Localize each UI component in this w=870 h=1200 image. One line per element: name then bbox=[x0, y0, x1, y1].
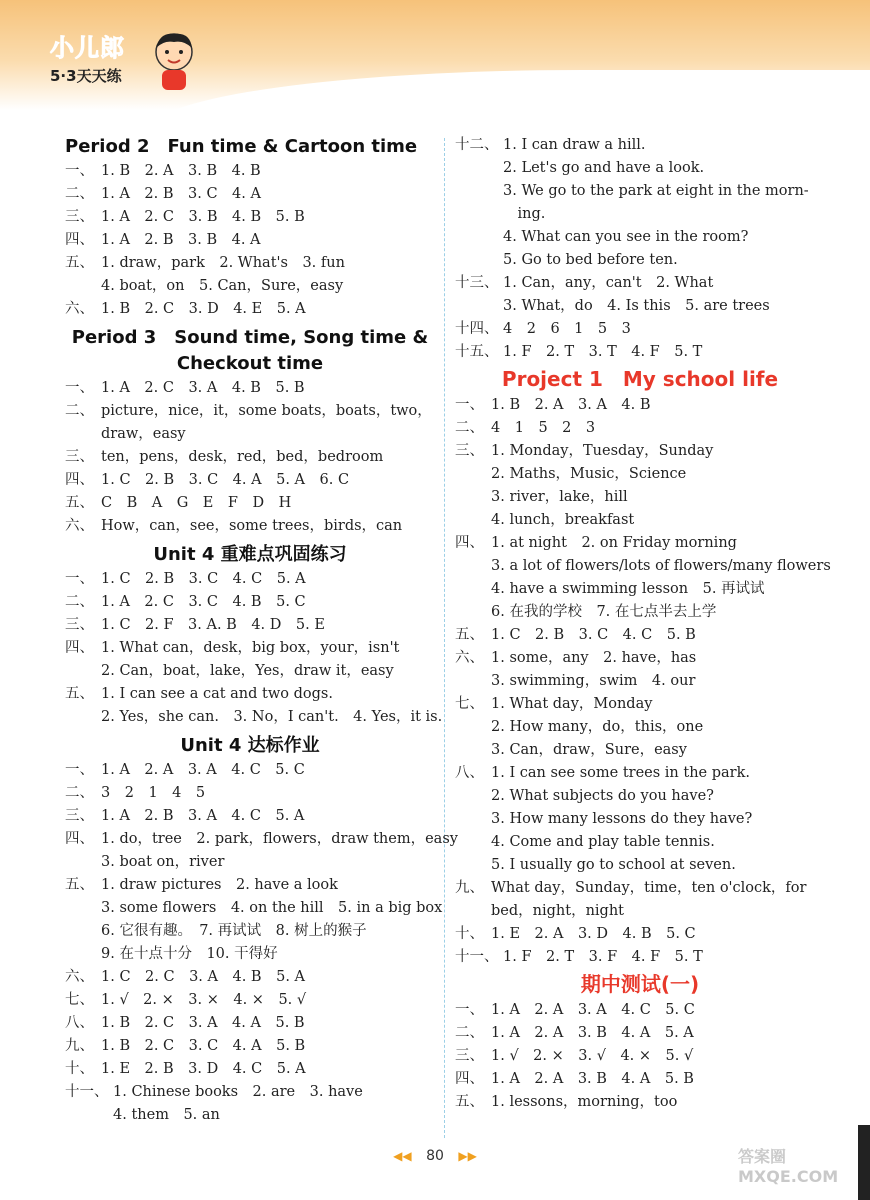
answer-line bbox=[455, 295, 825, 318]
answer-line bbox=[455, 808, 825, 831]
answer-text: 1. I can see a cat and two dogs. bbox=[101, 686, 333, 702]
answer-text: 2. Can，boat，lake，Yes，draw it，easy bbox=[101, 663, 394, 679]
question-number: 一、 bbox=[65, 163, 94, 179]
answer-line bbox=[455, 624, 825, 647]
answer-line bbox=[455, 854, 825, 877]
answer-line bbox=[455, 831, 825, 854]
answer-text: What day，Sunday，time，ten o'clock，for bbox=[491, 880, 807, 896]
answer-text: 4 2 6 1 5 3 bbox=[503, 321, 631, 337]
answer-text: 1. What can，desk，big box，your，isn't bbox=[101, 640, 400, 656]
question-number: 二、 bbox=[455, 420, 484, 436]
answer-text: ten，pens，desk，red，bed，bedroom bbox=[101, 449, 384, 465]
question-number: 九、 bbox=[65, 1038, 94, 1054]
question-number: 九、 bbox=[455, 880, 484, 896]
answer-text: 3. some flowers 4. on the hill 5. in a big box bbox=[101, 900, 443, 916]
answer-line bbox=[65, 759, 435, 782]
answer-line bbox=[65, 1012, 435, 1035]
answer-line bbox=[455, 785, 825, 808]
answer-text: 3. boat on，river bbox=[101, 854, 225, 870]
answer-text: 1. A 2. C 3. C 4. B 5. C bbox=[101, 594, 306, 610]
question-number: 一、 bbox=[65, 380, 94, 396]
question-number: 八、 bbox=[455, 765, 484, 781]
answer-text: 1. E 2. B 3. D 4. C 5. A bbox=[101, 1061, 306, 1077]
answer-line bbox=[455, 1091, 825, 1114]
answer-text: C B A G E F D H bbox=[101, 495, 292, 511]
question-number: 七、 bbox=[65, 992, 94, 1008]
answer-text: 1. B 2. C 3. A 4. A 5. B bbox=[101, 1015, 305, 1031]
left-answer-column bbox=[65, 134, 458, 1127]
answer-text: 1. A 2. C 3. A 4. B 5. B bbox=[101, 380, 305, 396]
question-number: 十一、 bbox=[455, 949, 499, 965]
question-number: 二、 bbox=[455, 1025, 484, 1041]
answer-line bbox=[455, 272, 825, 295]
answer-text: 1. Chinese books 2. are 3. have bbox=[113, 1084, 363, 1100]
question-number: 三、 bbox=[65, 209, 94, 225]
answer-text: 1. A 2. A 3. B 4. A 5. A bbox=[491, 1025, 694, 1041]
answer-text: 4. What can you see in the room? bbox=[503, 229, 749, 245]
watermark-logo bbox=[730, 1130, 870, 1200]
section-heading-red: Project 1 My school life bbox=[501, 367, 779, 391]
question-number: 二、 bbox=[65, 594, 94, 610]
answer-text: 9. 在十点十分 10. 干得好 bbox=[101, 946, 278, 962]
answer-line bbox=[455, 226, 825, 249]
answer-line bbox=[65, 828, 458, 851]
banner-wave bbox=[150, 70, 870, 130]
brand-logo bbox=[50, 28, 125, 86]
answer-text: 1. E 2. A 3. D 4. B 5. C bbox=[491, 926, 696, 942]
answer-line bbox=[455, 999, 825, 1022]
answer-text: bed，night，night bbox=[491, 903, 624, 919]
answer-text: 1. I can see some trees in the park. bbox=[491, 765, 750, 781]
question-number: 十四、 bbox=[455, 321, 499, 337]
answer-text: 2. Maths，Music，Science bbox=[491, 466, 687, 482]
question-number: 一、 bbox=[455, 397, 484, 413]
answer-text: 1. F 2. T 3. F 4. F 5. T bbox=[503, 949, 703, 965]
answer-line bbox=[65, 591, 435, 614]
section-heading: Unit 4 达标作业 bbox=[180, 735, 320, 756]
question-number: 六、 bbox=[65, 518, 94, 534]
page-number: 80 bbox=[426, 1148, 444, 1164]
question-number: 八、 bbox=[65, 1015, 94, 1031]
question-number: 四、 bbox=[65, 831, 94, 847]
answer-text: 1. do，tree 2. park，flowers，draw them，easy bbox=[101, 831, 458, 847]
answer-text: 1. A 2. A 3. A 4. C 5. C bbox=[101, 762, 305, 778]
answer-line bbox=[455, 341, 825, 364]
answer-line bbox=[65, 782, 435, 805]
answer-text: 1. I can draw a hill. bbox=[503, 137, 646, 153]
answer-text: 3. How many lessons do they have? bbox=[491, 811, 753, 827]
answer-line bbox=[65, 920, 435, 943]
answer-text: 1. C 2. F 3. A. B 4. D 5. E bbox=[101, 617, 325, 633]
answer-text: 1. B 2. A 3. B 4. B bbox=[101, 163, 261, 179]
answer-line bbox=[65, 183, 435, 206]
question-number: 五、 bbox=[65, 495, 94, 511]
question-number: 一、 bbox=[65, 762, 94, 778]
question-number: 三、 bbox=[65, 617, 94, 633]
answer-line bbox=[455, 509, 825, 532]
answer-line bbox=[65, 446, 435, 469]
question-number: 四、 bbox=[455, 1071, 484, 1087]
answer-line bbox=[455, 693, 825, 716]
answer-line bbox=[65, 614, 435, 637]
answer-text: 5. I usually go to school at seven. bbox=[491, 857, 736, 873]
answer-text: 1. Can，any，can't 2. What bbox=[503, 275, 714, 291]
column-divider bbox=[444, 138, 445, 1138]
question-number: 一、 bbox=[65, 571, 94, 587]
answer-line bbox=[65, 1035, 435, 1058]
answer-line bbox=[455, 601, 825, 624]
brand-name: 小儿郎 bbox=[50, 34, 125, 62]
answer-text: 5. Go to bed before ten. bbox=[503, 252, 678, 268]
answer-line bbox=[455, 249, 825, 272]
answer-text: 1. √ 2. × 3. × 4. × 5. √ bbox=[101, 992, 307, 1008]
answer-text: 3. river，lake，hill bbox=[491, 489, 628, 505]
answer-line bbox=[65, 298, 435, 321]
right-answer-column bbox=[455, 134, 831, 1114]
answer-text: 6. 它很有趣。 7. 再试试 8. 树上的猴子 bbox=[101, 923, 367, 939]
answer-text: 1. A 2. B 3. A 4. C 5. A bbox=[101, 808, 305, 824]
answer-line bbox=[65, 515, 435, 538]
answer-line bbox=[455, 923, 825, 946]
answer-text: 1. A 2. B 3. B 4. A bbox=[101, 232, 261, 248]
brand-subtitle: 5·3天天练 bbox=[50, 67, 122, 85]
answer-text: How，can，see，some trees，birds，can bbox=[101, 518, 403, 534]
answer-line bbox=[65, 377, 435, 400]
answer-text: 3. What，do 4. Is this 5. are trees bbox=[503, 298, 770, 314]
answer-text: 1. A 2. A 3. B 4. A 5. B bbox=[491, 1071, 694, 1087]
answer-text: 1. C 2. B 3. C 4. C 5. B bbox=[491, 627, 696, 643]
answer-line bbox=[455, 716, 825, 739]
section-heading: Checkout time bbox=[176, 353, 324, 374]
question-number: 十二、 bbox=[455, 137, 499, 153]
question-number: 二、 bbox=[65, 785, 94, 801]
answer-text: 1. C 2. B 3. C 4. C 5. A bbox=[101, 571, 306, 587]
prev-arrows-icon: ◀◀ bbox=[393, 1149, 412, 1163]
answer-line bbox=[65, 683, 435, 706]
question-number: 六、 bbox=[65, 301, 94, 317]
answer-text: draw，easy bbox=[101, 426, 186, 442]
question-number: 五、 bbox=[65, 877, 94, 893]
question-number: 五、 bbox=[65, 686, 94, 702]
answer-line bbox=[65, 1058, 435, 1081]
answer-text: 1. lessons，morning，too bbox=[491, 1094, 678, 1110]
answer-line bbox=[455, 440, 825, 463]
side-tab bbox=[858, 1125, 870, 1200]
question-number: 十五、 bbox=[455, 344, 499, 360]
answer-text: 2. What subjects do you have? bbox=[491, 788, 714, 804]
answer-text: 1. A 2. C 3. B 4. B 5. B bbox=[101, 209, 305, 225]
answer-line bbox=[455, 1022, 825, 1045]
answer-line bbox=[455, 417, 825, 440]
question-number: 五、 bbox=[65, 255, 94, 271]
answer-text: 3. swimming，swim 4. our bbox=[491, 673, 696, 689]
question-number: 十、 bbox=[65, 1061, 94, 1077]
answer-text: 1. A 2. A 3. A 4. C 5. C bbox=[491, 1002, 695, 1018]
answer-line bbox=[65, 252, 435, 275]
answer-text: 4 1 5 2 3 bbox=[491, 420, 596, 436]
answer-line bbox=[455, 532, 825, 555]
answer-line bbox=[455, 134, 825, 157]
question-number: 四、 bbox=[455, 535, 484, 551]
answer-text: 1. at night 2. on Friday morning bbox=[491, 535, 737, 551]
answer-line bbox=[455, 180, 825, 203]
section-heading-red: 期中测试(一) bbox=[580, 972, 700, 996]
answer-line bbox=[455, 463, 825, 486]
answer-line bbox=[65, 851, 435, 874]
section-heading: Period 2 Fun time & Cartoon time bbox=[65, 136, 418, 157]
question-number: 六、 bbox=[455, 650, 484, 666]
answer-line bbox=[65, 897, 443, 920]
answer-line bbox=[65, 660, 435, 683]
answer-text: 6. 在我的学校 7. 在七点半去上学 bbox=[491, 604, 717, 620]
question-number: 三、 bbox=[65, 808, 94, 824]
answer-line bbox=[455, 578, 825, 601]
answer-line bbox=[65, 966, 435, 989]
question-number: 一、 bbox=[455, 1002, 484, 1018]
question-number: 三、 bbox=[65, 449, 94, 465]
question-number: 四、 bbox=[65, 232, 94, 248]
watermark-text: 答案圈 MXQE.COM bbox=[738, 1147, 839, 1186]
answer-text: 1. B 2. C 3. D 4. E 5. A bbox=[101, 301, 306, 317]
answer-text: 1. A 2. B 3. C 4. A bbox=[101, 186, 261, 202]
answer-line bbox=[65, 275, 435, 298]
answer-line bbox=[65, 568, 435, 591]
answer-line bbox=[455, 877, 825, 900]
answer-line bbox=[65, 423, 435, 446]
mascot-boy-icon bbox=[150, 30, 198, 92]
question-number: 五、 bbox=[455, 1094, 484, 1110]
answer-text: 1. B 2. C 3. C 4. A 5. B bbox=[101, 1038, 306, 1054]
answer-line bbox=[455, 555, 831, 578]
answer-line bbox=[65, 206, 435, 229]
answer-line bbox=[65, 989, 435, 1012]
answer-line bbox=[455, 157, 825, 180]
answer-line bbox=[65, 637, 435, 660]
answer-line bbox=[65, 706, 443, 729]
answer-line bbox=[65, 805, 435, 828]
answer-line bbox=[455, 486, 825, 509]
section-heading: Period 3 Sound time, Song time & bbox=[71, 327, 429, 348]
answer-line bbox=[65, 400, 435, 423]
answer-text: ing. bbox=[503, 206, 546, 222]
answer-text: 3. a lot of flowers/lots of flowers/many flowers bbox=[491, 558, 831, 574]
answer-text: 3. We go to the park at eight in the morn- bbox=[503, 183, 809, 199]
next-arrows-icon: ▶▶ bbox=[458, 1149, 477, 1163]
answer-text: 1. F 2. T 3. T 4. F 5. T bbox=[503, 344, 703, 360]
answer-text: 1. What day，Monday bbox=[491, 696, 653, 712]
answer-text: 4. Come and play table tennis. bbox=[491, 834, 715, 850]
answer-line bbox=[65, 874, 435, 897]
answer-line bbox=[65, 1081, 435, 1104]
answer-line bbox=[455, 670, 825, 693]
answer-line bbox=[455, 739, 825, 762]
question-number: 四、 bbox=[65, 640, 94, 656]
question-number: 三、 bbox=[455, 1048, 484, 1064]
answer-text: 1. C 2. C 3. A 4. B 5. A bbox=[101, 969, 306, 985]
section-heading: Unit 4 重难点巩固练习 bbox=[153, 544, 347, 565]
answer-line bbox=[455, 900, 825, 923]
answer-text: 2. Let's go and have a look. bbox=[503, 160, 705, 176]
answer-line bbox=[65, 160, 435, 183]
answer-text: 2. How many，do，this，one bbox=[491, 719, 704, 735]
answer-line bbox=[455, 203, 825, 226]
answer-line bbox=[455, 318, 825, 341]
question-number: 十一、 bbox=[65, 1084, 109, 1100]
question-number: 二、 bbox=[65, 186, 94, 202]
answer-text: 1. C 2. B 3. C 4. A 5. A 6. C bbox=[101, 472, 350, 488]
answer-text: 4. them 5. an bbox=[113, 1107, 220, 1123]
question-number: 二、 bbox=[65, 403, 94, 419]
answer-text: 4. have a swimming lesson 5. 再试试 bbox=[491, 581, 765, 597]
answer-text: 1. Monday，Tuesday，Sunday bbox=[491, 443, 714, 459]
question-number: 十三、 bbox=[455, 275, 499, 291]
answer-text: 1. some，any 2. have，has bbox=[491, 650, 697, 666]
question-number: 六、 bbox=[65, 969, 94, 985]
answer-text: 4. lunch，breakfast bbox=[491, 512, 635, 528]
answer-text: picture，nice，it，some boats，boats，two， bbox=[101, 403, 432, 419]
answer-line bbox=[455, 1068, 825, 1091]
answer-text: 1. B 2. A 3. A 4. B bbox=[491, 397, 651, 413]
answer-line bbox=[65, 943, 435, 966]
answer-text: 1. √ 2. × 3. √ 4. × 5. √ bbox=[491, 1048, 694, 1064]
question-number: 四、 bbox=[65, 472, 94, 488]
answer-text: 1. draw pictures 2. have a look bbox=[101, 877, 338, 893]
question-number: 七、 bbox=[455, 696, 484, 712]
answer-line bbox=[455, 762, 825, 785]
answer-line bbox=[455, 1045, 825, 1068]
answer-line bbox=[65, 492, 435, 515]
answer-text: 3. Can，draw，Sure，easy bbox=[491, 742, 687, 758]
answer-line bbox=[455, 647, 825, 670]
answer-line bbox=[65, 469, 435, 492]
answer-text: 3 2 1 4 5 bbox=[101, 785, 206, 801]
header-banner bbox=[0, 0, 870, 110]
answer-text: 2. Yes，she can. 3. No，I can't. 4. Yes，it is. bbox=[101, 709, 443, 725]
answer-line bbox=[455, 394, 825, 417]
answer-text: 4. boat，on 5. Can，Sure，easy bbox=[101, 278, 344, 294]
answer-text: 1. draw，park 2. What's 3. fun bbox=[101, 255, 345, 271]
question-number: 十、 bbox=[455, 926, 484, 942]
question-number: 三、 bbox=[455, 443, 484, 459]
answer-line bbox=[65, 229, 435, 252]
answer-line bbox=[65, 1104, 435, 1127]
answer-line bbox=[455, 946, 825, 969]
question-number: 五、 bbox=[455, 627, 484, 643]
